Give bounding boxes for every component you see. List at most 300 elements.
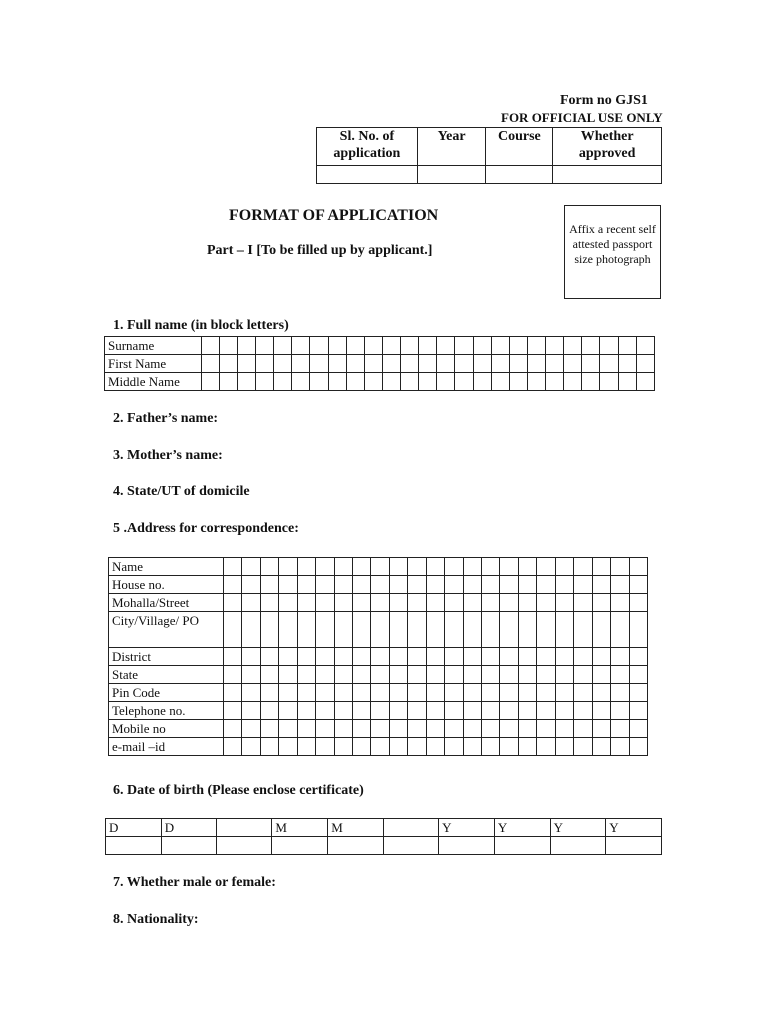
letter-box[interactable] [473,355,491,373]
letter-box[interactable] [482,666,500,684]
letter-box[interactable] [408,612,426,648]
letter-box[interactable] [426,720,444,738]
letter-box[interactable] [297,576,315,594]
letter-box[interactable] [279,666,297,684]
letter-box[interactable] [334,594,352,612]
letter-box[interactable] [482,684,500,702]
dob-entry-cell[interactable] [106,837,162,855]
letter-box[interactable] [408,576,426,594]
letter-box[interactable] [592,576,610,594]
letter-box[interactable] [389,594,407,612]
letter-box[interactable] [316,576,334,594]
letter-box[interactable] [260,648,278,666]
letter-box[interactable] [242,612,260,648]
letter-box[interactable] [256,337,274,355]
letter-box[interactable] [426,558,444,576]
letter-box[interactable] [242,720,260,738]
letter-box[interactable] [346,373,364,391]
letter-box[interactable] [297,720,315,738]
letter-box[interactable] [408,702,426,720]
letter-box[interactable] [364,355,382,373]
letter-box[interactable] [509,373,527,391]
letter-box[interactable] [629,612,647,648]
letter-box[interactable] [473,337,491,355]
letter-box[interactable] [555,648,573,666]
letter-box[interactable] [636,337,654,355]
letter-box[interactable] [297,702,315,720]
letter-box[interactable] [352,648,370,666]
letter-box[interactable] [382,373,400,391]
letter-box[interactable] [463,720,481,738]
dob-entry-cell[interactable] [439,837,495,855]
letter-box[interactable] [463,612,481,648]
letter-box[interactable] [611,684,629,702]
letter-box[interactable] [316,666,334,684]
letter-box[interactable] [260,576,278,594]
letter-box[interactable] [260,720,278,738]
letter-box[interactable] [223,666,241,684]
letter-box[interactable] [201,355,219,373]
letter-box[interactable] [364,337,382,355]
letter-box[interactable] [518,702,536,720]
letter-box[interactable] [518,648,536,666]
letter-box[interactable] [382,355,400,373]
letter-box[interactable] [611,594,629,612]
letter-box[interactable] [352,666,370,684]
letter-box[interactable] [600,373,618,391]
letter-box[interactable] [592,558,610,576]
letter-box[interactable] [463,666,481,684]
letter-box[interactable] [389,576,407,594]
letter-box[interactable] [334,702,352,720]
letter-box[interactable] [463,738,481,756]
letter-box[interactable] [328,337,346,355]
letter-box[interactable] [371,576,389,594]
letter-box[interactable] [629,666,647,684]
letter-box[interactable] [445,576,463,594]
letter-box[interactable] [223,720,241,738]
letter-box[interactable] [297,594,315,612]
letter-box[interactable] [316,738,334,756]
letter-box[interactable] [408,558,426,576]
letter-box[interactable] [537,594,555,612]
letter-box[interactable] [463,594,481,612]
letter-box[interactable] [310,355,328,373]
letter-box[interactable] [574,666,592,684]
letter-box[interactable] [292,337,310,355]
letter-box[interactable] [527,355,545,373]
letter-box[interactable] [242,558,260,576]
letter-box[interactable] [611,738,629,756]
letter-box[interactable] [564,373,582,391]
letter-box[interactable] [564,355,582,373]
letter-box[interactable] [237,373,255,391]
dob-entry-cell[interactable] [217,837,272,855]
letter-box[interactable] [537,684,555,702]
letter-box[interactable] [482,558,500,576]
letter-box[interactable] [219,337,237,355]
dob-entry-cell[interactable] [272,837,328,855]
letter-box[interactable] [463,648,481,666]
letter-box[interactable] [500,684,518,702]
letter-box[interactable] [371,738,389,756]
letter-box[interactable] [518,666,536,684]
letter-box[interactable] [419,373,437,391]
letter-box[interactable] [297,684,315,702]
letter-box[interactable] [334,576,352,594]
letter-box[interactable] [455,355,473,373]
letter-box[interactable] [445,648,463,666]
letter-box[interactable] [611,720,629,738]
letter-box[interactable] [555,684,573,702]
letter-box[interactable] [279,648,297,666]
letter-box[interactable] [382,337,400,355]
letter-box[interactable] [256,373,274,391]
letter-box[interactable] [629,558,647,576]
letter-box[interactable] [219,355,237,373]
letter-box[interactable] [592,720,610,738]
letter-box[interactable] [242,666,260,684]
letter-box[interactable] [426,648,444,666]
letter-box[interactable] [371,558,389,576]
letter-box[interactable] [518,612,536,648]
letter-box[interactable] [455,337,473,355]
letter-box[interactable] [279,558,297,576]
letter-box[interactable] [408,738,426,756]
letter-box[interactable] [636,373,654,391]
letter-box[interactable] [401,355,419,373]
letter-box[interactable] [260,558,278,576]
letter-box[interactable] [482,702,500,720]
letter-box[interactable] [482,612,500,648]
letter-box[interactable] [334,720,352,738]
letter-box[interactable] [618,355,636,373]
letter-box[interactable] [600,337,618,355]
letter-box[interactable] [352,684,370,702]
letter-box[interactable] [537,666,555,684]
letter-box[interactable] [500,648,518,666]
letter-box[interactable] [279,702,297,720]
letter-box[interactable] [346,337,364,355]
photo-box[interactable] [564,205,661,299]
letter-box[interactable] [279,576,297,594]
letter-box[interactable] [546,373,564,391]
letter-box[interactable] [352,720,370,738]
letter-box[interactable] [555,720,573,738]
letter-box[interactable] [555,594,573,612]
letter-box[interactable] [500,576,518,594]
letter-box[interactable] [389,666,407,684]
letter-box[interactable] [582,373,600,391]
letter-box[interactable] [297,648,315,666]
letter-box[interactable] [629,576,647,594]
letter-box[interactable] [537,720,555,738]
letter-box[interactable] [242,576,260,594]
letter-box[interactable] [334,648,352,666]
letter-box[interactable] [401,373,419,391]
letter-box[interactable] [297,558,315,576]
letter-box[interactable] [618,373,636,391]
letter-box[interactable] [274,373,292,391]
letter-box[interactable] [555,702,573,720]
letter-box[interactable] [527,373,545,391]
letter-box[interactable] [328,373,346,391]
letter-box[interactable] [419,337,437,355]
letter-box[interactable] [426,684,444,702]
letter-box[interactable] [260,666,278,684]
official-cell[interactable] [553,166,662,184]
letter-box[interactable] [297,738,315,756]
letter-box[interactable] [592,738,610,756]
letter-box[interactable] [279,738,297,756]
letter-box[interactable] [445,702,463,720]
letter-box[interactable] [611,558,629,576]
letter-box[interactable] [629,702,647,720]
letter-box[interactable] [629,648,647,666]
letter-box[interactable] [636,355,654,373]
letter-box[interactable] [445,612,463,648]
letter-box[interactable] [219,373,237,391]
letter-box[interactable] [527,337,545,355]
letter-box[interactable] [242,684,260,702]
letter-box[interactable] [310,373,328,391]
letter-box[interactable] [445,558,463,576]
letter-box[interactable] [629,738,647,756]
letter-box[interactable] [279,684,297,702]
letter-box[interactable] [316,612,334,648]
letter-box[interactable] [611,702,629,720]
letter-box[interactable] [297,612,315,648]
letter-box[interactable] [555,576,573,594]
letter-box[interactable] [537,612,555,648]
letter-box[interactable] [574,684,592,702]
letter-box[interactable] [437,355,455,373]
letter-box[interactable] [592,702,610,720]
letter-box[interactable] [426,738,444,756]
letter-box[interactable] [611,612,629,648]
letter-box[interactable] [260,684,278,702]
letter-box[interactable] [537,576,555,594]
letter-box[interactable] [500,738,518,756]
letter-box[interactable] [352,576,370,594]
letter-box[interactable] [223,576,241,594]
letter-box[interactable] [223,558,241,576]
letter-box[interactable] [292,373,310,391]
letter-box[interactable] [509,337,527,355]
letter-box[interactable] [445,684,463,702]
letter-box[interactable] [352,558,370,576]
letter-box[interactable] [242,738,260,756]
letter-box[interactable] [537,648,555,666]
letter-box[interactable] [500,702,518,720]
letter-box[interactable] [546,355,564,373]
letter-box[interactable] [574,558,592,576]
letter-box[interactable] [408,720,426,738]
letter-box[interactable] [574,594,592,612]
letter-box[interactable] [334,666,352,684]
letter-box[interactable] [223,648,241,666]
letter-box[interactable] [518,720,536,738]
letter-box[interactable] [611,648,629,666]
dob-entry-cell[interactable] [328,837,384,855]
letter-box[interactable] [555,738,573,756]
letter-box[interactable] [371,720,389,738]
letter-box[interactable] [223,594,241,612]
letter-box[interactable] [334,738,352,756]
letter-box[interactable] [223,612,241,648]
letter-box[interactable] [201,373,219,391]
letter-box[interactable] [389,720,407,738]
letter-box[interactable] [260,612,278,648]
letter-box[interactable] [473,373,491,391]
letter-box[interactable] [256,355,274,373]
letter-box[interactable] [500,612,518,648]
letter-box[interactable] [292,355,310,373]
letter-box[interactable] [491,337,509,355]
letter-box[interactable] [518,558,536,576]
letter-box[interactable] [389,648,407,666]
letter-box[interactable] [316,558,334,576]
dob-entry-cell[interactable] [550,837,606,855]
letter-box[interactable] [582,355,600,373]
letter-box[interactable] [426,594,444,612]
dob-entry-cell[interactable] [494,837,550,855]
letter-box[interactable] [334,684,352,702]
letter-box[interactable] [316,648,334,666]
letter-box[interactable] [618,337,636,355]
letter-box[interactable] [600,355,618,373]
letter-box[interactable] [237,337,255,355]
letter-box[interactable] [592,666,610,684]
letter-box[interactable] [500,720,518,738]
letter-box[interactable] [371,666,389,684]
letter-box[interactable] [316,594,334,612]
letter-box[interactable] [518,738,536,756]
letter-box[interactable] [555,666,573,684]
letter-box[interactable] [237,355,255,373]
letter-box[interactable] [334,558,352,576]
letter-box[interactable] [408,684,426,702]
letter-box[interactable] [629,684,647,702]
letter-box[interactable] [201,337,219,355]
letter-box[interactable] [242,648,260,666]
letter-box[interactable] [334,612,352,648]
letter-box[interactable] [482,648,500,666]
letter-box[interactable] [346,355,364,373]
letter-box[interactable] [574,702,592,720]
letter-box[interactable] [371,684,389,702]
letter-box[interactable] [463,576,481,594]
letter-box[interactable] [437,373,455,391]
letter-box[interactable] [408,666,426,684]
letter-box[interactable] [463,684,481,702]
letter-box[interactable] [574,612,592,648]
letter-box[interactable] [500,594,518,612]
letter-box[interactable] [419,355,437,373]
letter-box[interactable] [274,337,292,355]
letter-box[interactable] [371,702,389,720]
letter-box[interactable] [279,720,297,738]
letter-box[interactable] [389,684,407,702]
letter-box[interactable] [389,558,407,576]
letter-box[interactable] [426,612,444,648]
letter-box[interactable] [592,594,610,612]
letter-box[interactable] [592,612,610,648]
letter-box[interactable] [371,612,389,648]
letter-box[interactable] [371,594,389,612]
letter-box[interactable] [401,337,419,355]
letter-box[interactable] [582,337,600,355]
letter-box[interactable] [242,594,260,612]
letter-box[interactable] [316,684,334,702]
letter-box[interactable] [352,702,370,720]
letter-box[interactable] [437,337,455,355]
letter-box[interactable] [316,702,334,720]
dob-entry-cell[interactable] [384,837,439,855]
letter-box[interactable] [408,648,426,666]
letter-box[interactable] [574,720,592,738]
letter-box[interactable] [574,576,592,594]
letter-box[interactable] [364,373,382,391]
letter-box[interactable] [491,355,509,373]
letter-box[interactable] [352,594,370,612]
letter-box[interactable] [223,738,241,756]
letter-box[interactable] [611,666,629,684]
official-cell[interactable] [417,166,486,184]
letter-box[interactable] [555,558,573,576]
letter-box[interactable] [389,738,407,756]
official-cell[interactable] [486,166,553,184]
letter-box[interactable] [426,666,444,684]
letter-box[interactable] [611,576,629,594]
letter-box[interactable] [555,612,573,648]
letter-box[interactable] [310,337,328,355]
letter-box[interactable] [537,738,555,756]
letter-box[interactable] [389,612,407,648]
letter-box[interactable] [260,594,278,612]
letter-box[interactable] [297,666,315,684]
letter-box[interactable] [592,684,610,702]
letter-box[interactable] [509,355,527,373]
letter-box[interactable] [463,702,481,720]
letter-box[interactable] [371,648,389,666]
letter-box[interactable] [629,594,647,612]
letter-box[interactable] [242,702,260,720]
letter-box[interactable] [279,612,297,648]
letter-box[interactable] [518,594,536,612]
letter-box[interactable] [491,373,509,391]
dob-entry-cell[interactable] [161,837,217,855]
letter-box[interactable] [564,337,582,355]
letter-box[interactable] [445,720,463,738]
letter-box[interactable] [518,576,536,594]
letter-box[interactable] [445,738,463,756]
letter-box[interactable] [223,684,241,702]
letter-box[interactable] [518,684,536,702]
letter-box[interactable] [389,702,407,720]
letter-box[interactable] [426,702,444,720]
letter-box[interactable] [445,666,463,684]
dob-entry-cell[interactable] [606,837,662,855]
letter-box[interactable] [445,594,463,612]
letter-box[interactable] [455,373,473,391]
official-cell[interactable] [317,166,418,184]
letter-box[interactable] [482,576,500,594]
letter-box[interactable] [482,594,500,612]
letter-box[interactable] [223,702,241,720]
letter-box[interactable] [316,720,334,738]
letter-box[interactable] [482,738,500,756]
